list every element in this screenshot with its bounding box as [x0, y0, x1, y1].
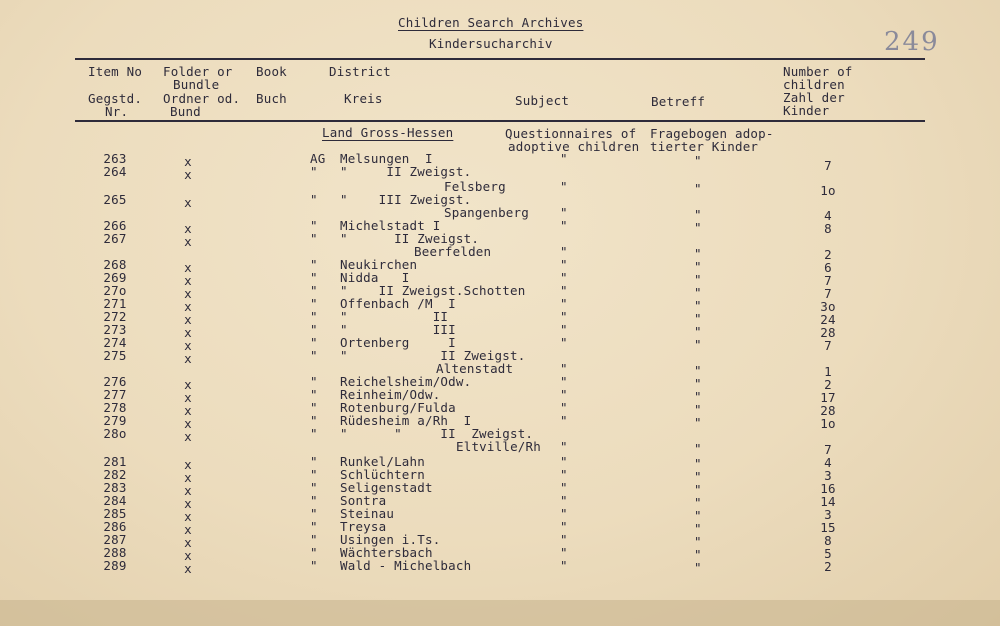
subject-ditto: " [560, 532, 568, 547]
item-number: 273 [103, 322, 127, 337]
folder-mark: x [184, 377, 192, 392]
district-name: Usingen i.Ts. [340, 532, 441, 547]
district-name: Spangenberg [444, 205, 529, 220]
children-count: 3 [824, 507, 832, 522]
district-name: Neukirchen [340, 257, 418, 272]
subject-ditto: " [560, 413, 568, 428]
betreff-ditto: " [694, 285, 702, 300]
header-book: Book [256, 64, 287, 79]
subject-ditto: " [560, 322, 568, 337]
children-count: 2 [824, 559, 832, 574]
subject-ditto: " [560, 151, 568, 166]
subject-ditto: " [560, 361, 568, 376]
folder-mark: x [184, 483, 192, 498]
section-subject-line2: adoptive children [508, 139, 640, 154]
folder-mark: x [184, 312, 192, 327]
children-count: 8 [824, 221, 832, 236]
children-count: 17 [820, 390, 836, 405]
folder-mark: x [184, 416, 192, 431]
children-count: 4 [824, 455, 832, 470]
subject-ditto: " [560, 480, 568, 495]
children-count: 2 [824, 247, 832, 262]
court-abbrev: " [310, 387, 318, 402]
betreff-ditto: " [694, 547, 702, 562]
item-number: 281 [103, 454, 127, 469]
court-abbrev: " [310, 413, 318, 428]
item-number: 289 [103, 558, 127, 573]
court-abbrev: " [310, 454, 318, 469]
folder-mark: x [184, 286, 192, 301]
header-bund: Bund [170, 104, 201, 119]
item-number: 288 [103, 545, 127, 560]
betreff-ditto: " [694, 402, 702, 417]
children-count: 8 [824, 533, 832, 548]
court-abbrev: " [310, 400, 318, 415]
item-number: 275 [103, 348, 127, 363]
section-subject-line1: Questionnaires of [505, 126, 637, 141]
subject-ditto: " [560, 387, 568, 402]
children-count: 6 [824, 260, 832, 275]
district-name: Rotenburg/Fulda [340, 400, 456, 415]
court-abbrev: AG [310, 151, 326, 166]
header-district: District [329, 64, 391, 79]
district-name: Sontra [340, 493, 387, 508]
subject-ditto: " [560, 296, 568, 311]
subject-ditto: " [560, 270, 568, 285]
children-count: 3 [824, 468, 832, 483]
folder-mark: x [184, 260, 192, 275]
children-count: 7 [824, 273, 832, 288]
children-count: 7 [824, 442, 832, 457]
children-count: 14 [820, 494, 836, 509]
item-number: 287 [103, 532, 127, 547]
district-name: " II Zweigst.Schotten [340, 283, 526, 298]
children-count: 1o [820, 183, 836, 198]
children-count: 4 [824, 208, 832, 223]
page-bottom-shadow [0, 600, 1000, 626]
folder-mark: x [184, 390, 192, 405]
folder-mark: x [184, 154, 192, 169]
betreff-ditto: " [694, 181, 702, 196]
court-abbrev: " [310, 296, 318, 311]
document-subtitle: Kindersucharchiv [429, 36, 553, 51]
header-folder-or: Folder or [163, 64, 233, 79]
district-name: Altenstadt [436, 361, 514, 376]
betreff-ditto: " [694, 337, 702, 352]
subject-ditto: " [560, 400, 568, 415]
district-name: Runkel/Lahn [340, 454, 425, 469]
betreff-ditto: " [694, 560, 702, 575]
header-rule [75, 120, 925, 122]
court-abbrev: " [310, 374, 318, 389]
item-number: 27o [103, 283, 127, 298]
district-name: Michelstadt I [340, 218, 441, 233]
item-number: 277 [103, 387, 127, 402]
header-kreis: Kreis [344, 91, 383, 106]
children-count: 15 [820, 520, 836, 535]
betreff-ditto: " [694, 456, 702, 471]
item-number: 266 [103, 218, 127, 233]
children-count: 1 [824, 364, 832, 379]
folder-mark: x [184, 470, 192, 485]
item-number: 286 [103, 519, 127, 534]
betreff-ditto: " [694, 220, 702, 235]
court-abbrev: " [310, 192, 318, 207]
district-name: " II Zweigst. [340, 231, 480, 246]
folder-mark: x [184, 221, 192, 236]
subject-ditto: " [560, 558, 568, 573]
district-name: Felsberg [444, 179, 506, 194]
header-nr: Nr. [105, 104, 129, 119]
court-abbrev: " [310, 309, 318, 324]
header-number-of: Number of [783, 64, 853, 79]
item-number: 271 [103, 296, 127, 311]
header-zahl-der: Zahl der [783, 90, 845, 105]
betreff-ditto: " [694, 482, 702, 497]
betreff-ditto: " [694, 521, 702, 536]
folder-mark: x [184, 403, 192, 418]
court-abbrev: " [310, 532, 318, 547]
subject-ditto: " [560, 218, 568, 233]
children-count: 3o [820, 299, 836, 314]
item-number: 28o [103, 426, 127, 441]
children-count: 7 [824, 286, 832, 301]
section-land: Land Gross-Hessen [322, 125, 454, 140]
court-abbrev: " [310, 558, 318, 573]
district-name: " " II Zweigst. [340, 426, 534, 441]
children-count: 7 [824, 158, 832, 173]
subject-ditto: " [560, 545, 568, 560]
subject-ditto: " [560, 454, 568, 469]
folder-mark: x [184, 496, 192, 511]
header-kinder: Kinder [783, 103, 830, 118]
district-name: Wächtersbach [340, 545, 433, 560]
header-bundle: Bundle [173, 77, 220, 92]
item-number: 272 [103, 309, 127, 324]
court-abbrev: " [310, 545, 318, 560]
folder-mark: x [184, 535, 192, 550]
district-name: " II Zweigst. [340, 348, 526, 363]
header-subject: Subject [515, 93, 570, 108]
folder-mark: x [184, 167, 192, 182]
district-name: Steinau [340, 506, 395, 521]
court-abbrev: " [310, 164, 318, 179]
court-abbrev: " [310, 231, 318, 246]
item-number: 284 [103, 493, 127, 508]
item-number: 274 [103, 335, 127, 350]
folder-mark: x [184, 325, 192, 340]
item-number: 269 [103, 270, 127, 285]
district-name: Reichelsheim/Odw. [340, 374, 472, 389]
children-count: 7 [824, 338, 832, 353]
folder-mark: x [184, 351, 192, 366]
district-name: " II [340, 309, 449, 324]
header-item-no: Item No [88, 64, 143, 79]
item-number: 278 [103, 400, 127, 415]
folder-mark: x [184, 195, 192, 210]
court-abbrev: " [310, 257, 318, 272]
betreff-ditto: " [694, 415, 702, 430]
item-number: 282 [103, 467, 127, 482]
district-name: " II Zweigst. [340, 164, 472, 179]
children-count: 16 [820, 481, 836, 496]
betreff-ditto: " [694, 363, 702, 378]
subject-ditto: " [560, 493, 568, 508]
subject-ditto: " [560, 205, 568, 220]
item-number: 263 [103, 151, 127, 166]
folder-mark: x [184, 548, 192, 563]
district-name: Seligenstadt [340, 480, 433, 495]
subject-ditto: " [560, 257, 568, 272]
subject-ditto: " [560, 467, 568, 482]
item-number: 267 [103, 231, 127, 246]
subject-ditto: " [560, 506, 568, 521]
header-betreff: Betreff [651, 94, 706, 109]
district-name: Beerfelden [414, 244, 492, 259]
item-number: 265 [103, 192, 127, 207]
subject-ditto: " [560, 179, 568, 194]
betreff-ditto: " [694, 441, 702, 456]
betreff-ditto: " [694, 259, 702, 274]
betreff-ditto: " [694, 207, 702, 222]
district-name: Schlüchtern [340, 467, 425, 482]
folder-mark: x [184, 561, 192, 576]
header-ordner-od: Ordner od. [163, 91, 241, 106]
district-name: Nidda I [340, 270, 410, 285]
folder-mark: x [184, 299, 192, 314]
folder-mark: x [184, 338, 192, 353]
subject-ditto: " [560, 439, 568, 454]
folder-mark: x [184, 429, 192, 444]
page-number: 249 [884, 27, 940, 57]
subject-ditto: " [560, 283, 568, 298]
court-abbrev: " [310, 283, 318, 298]
document-title: Children Search Archives [398, 15, 584, 30]
header-buch: Buch [256, 91, 287, 106]
court-abbrev: " [310, 218, 318, 233]
subject-ditto: " [560, 244, 568, 259]
betreff-ditto: " [694, 153, 702, 168]
betreff-ditto: " [694, 389, 702, 404]
court-abbrev: " [310, 519, 318, 534]
children-count: 28 [820, 325, 836, 340]
court-abbrev: " [310, 493, 318, 508]
betreff-ditto: " [694, 534, 702, 549]
district-name: " III [340, 322, 456, 337]
subject-ditto: " [560, 519, 568, 534]
header-children: children [783, 77, 845, 92]
district-name: Eltville/Rh [456, 439, 541, 454]
top-rule [75, 58, 925, 60]
court-abbrev: " [310, 467, 318, 482]
district-name: Wald - Michelbach [340, 558, 472, 573]
section-betreff-line2: tierter Kinder [650, 139, 759, 154]
district-name: Treysa [340, 519, 387, 534]
betreff-ditto: " [694, 495, 702, 510]
betreff-ditto: " [694, 469, 702, 484]
district-name: " III Zweigst. [340, 192, 472, 207]
subject-ditto: " [560, 309, 568, 324]
betreff-ditto: " [694, 311, 702, 326]
subject-ditto: " [560, 374, 568, 389]
header-gegstd: Gegstd. [88, 91, 143, 106]
district-name: Rüdesheim a/Rh I [340, 413, 472, 428]
district-name: Offenbach /M I [340, 296, 456, 311]
court-abbrev: " [310, 270, 318, 285]
folder-mark: x [184, 522, 192, 537]
item-number: 283 [103, 480, 127, 495]
district-name: Ortenberg I [340, 335, 456, 350]
court-abbrev: " [310, 335, 318, 350]
subject-ditto: " [560, 335, 568, 350]
item-number: 285 [103, 506, 127, 521]
folder-mark: x [184, 509, 192, 524]
children-count: 1o [820, 416, 836, 431]
betreff-ditto: " [694, 324, 702, 339]
folder-mark: x [184, 273, 192, 288]
item-number: 264 [103, 164, 127, 179]
district-name: Melsungen I [340, 151, 433, 166]
item-number: 276 [103, 374, 127, 389]
betreff-ditto: " [694, 272, 702, 287]
children-count: 5 [824, 546, 832, 561]
children-count: 2 [824, 377, 832, 392]
court-abbrev: " [310, 426, 318, 441]
district-name: Reinheim/Odw. [340, 387, 441, 402]
folder-mark: x [184, 457, 192, 472]
item-number: 279 [103, 413, 127, 428]
betreff-ditto: " [694, 376, 702, 391]
betreff-ditto: " [694, 298, 702, 313]
children-count: 24 [820, 312, 836, 327]
folder-mark: x [184, 234, 192, 249]
court-abbrev: " [310, 348, 318, 363]
section-betreff-line1: Fragebogen adop- [650, 126, 774, 141]
item-number: 268 [103, 257, 127, 272]
betreff-ditto: " [694, 508, 702, 523]
court-abbrev: " [310, 480, 318, 495]
children-count: 28 [820, 403, 836, 418]
court-abbrev: " [310, 322, 318, 337]
court-abbrev: " [310, 506, 318, 521]
betreff-ditto: " [694, 246, 702, 261]
